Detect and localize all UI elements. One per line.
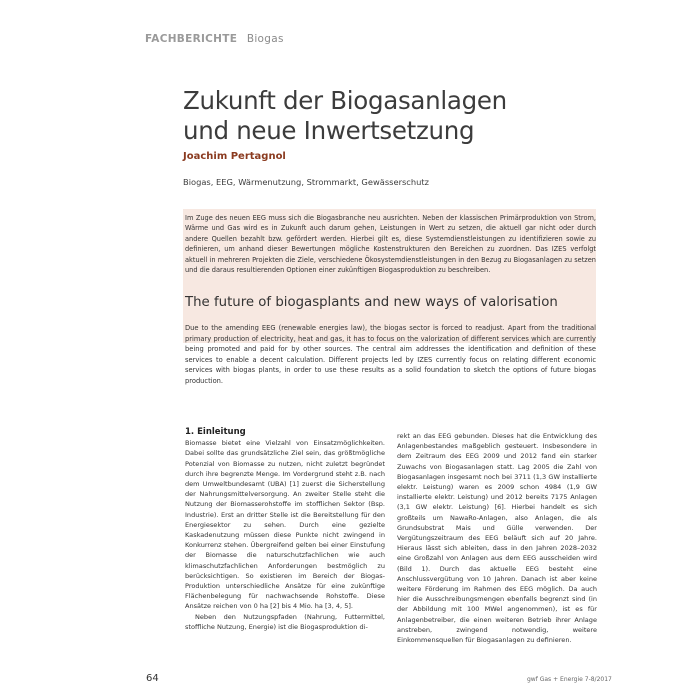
abstract-german: Im Zuge des neuen EEG muss sich die Biogasbranche neu ausrichten. Neben der klassischen Primärproduktion von Strom, Wärme und Gas wird es in Zukunft auch darum gehen, Leistungen in Wert zu setzen, die aktuell gar nicht oder durch andere Quellen bezahlt bzw. gefördert werden. Hierbei gilt es, diese Systemdienstleistungen zu identifizieren sowie zu definieren, um anhand dieser Bewertungen mögliche Kostenstrukturen den Bereichen zu zuordnen. Das IZES verfolgt aktuell in mehreren Projekten die Ziele, verschiedene Ökosystemdienstleistungen in den Bezug zu Biogasanlagen zu setzen und die daraus resultierenden Optionen einer zukünftigen Biogasproduktion zu beschreiben. xyxy=(185,214,596,275)
keywords: Biogas, EEG, Wärmenutzung, Strommarkt, Gewässerschutz xyxy=(183,177,429,187)
body-paragraph: rekt an das EEG gebunden. Dieses hat die Entwicklung des Anlagenbestandes maßgeblich gesteuert. Insbesondere in dem Zeitraum des EEG 2009 und 2012 fand ein starker Zuwachs von Biogasanlagen statt. Lag 2005 die Zahl von Biogasanlagen insgesamt noch bei 3711 (1,3 GW installierte elektr. Leistung) waren es 2009 schon 4984 (1,9 GW installierte elektr. Leistung) und 2012 bereits 7175 Anlagen (3,1 GW elektr. Leistung) [6]. Hierbei handelt es sich großteils um NawaRo-Anlagen, also Anlagen, die als Grundsubstrat Mais und Gülle verwenden. Der Vergütungszeitraum des EEG beläuft sich auf 20 Jahre. Hieraus lässt sich ableiten, dass in den Jahren 2028–2032 eine Großzahl von Anlagen aus dem EEG ausscheiden wird (Bild 1). Durch das aktuelle EEG besteht eine Anschlussvergütung von 10 Jahren. Danach ist aber keine weitere Förderung im Rahmen des EEG möglich. Da auch hier die Ausschreibungsmengen ebenfalls begrenzt sind (in der Abbildung mit 100 MWel angenommen), ist es für Anlagenbetreiber, die einen weiteren Betrieb ihrer Anlage anstreben, zwingend notwendig, weitere Einkommensquellen für Biogasanlagen zu definieren. xyxy=(397,432,597,645)
body-paragraph: Biomasse bietet eine Vielzahl von Einsatzmöglichkeiten. Dabei sollte das grundsätzliche Ziel sein, das größtmögliche Potenzial von Biomasse zu nutzen, nicht zuletzt begründet durch ihre begrenzte Menge. Im Vordergrund steht z.B. nach dem Umweltbundesamt (UBA) [1] zuerst die Sicherstellung der Nahrungsmittelversorgung. An zweiter Stelle steht die Nutzung der Biomasserohstoffe im stofflichen Sektor (Bsp. Industrie). Erst an dritter Stelle ist die Bereitstellung für den Energiesektor zu sehen. Durch eine gezielte Kaskadenutzung müssen diese Punkte nicht zwingend in Konkurrenz stehen. Übergreifend gelten bei einer Einstufung der Biomasse die naturschutzfachlichen wie auch klimaschutzfachlichen Anforderungen bestmöglich zu berücksichtigen. So existieren im Bereich der Biogas-Produktion unterschiedliche Ansätze für eine zukünftige Flächenbelegung für nachwachsende Rohstoffe. Diese Ansätze reichen von 0 ha [2] bis 4 Mio. ha [3, 4, 5]. xyxy=(185,439,385,611)
title-line-2: und neue Inwertsetzung xyxy=(183,116,475,145)
publication-info: gwf Gas + Energie 7-8/2017 xyxy=(527,676,612,683)
title-line-1: Zukunft der Biogasanlagen xyxy=(183,86,507,115)
subsection-label: Biogas xyxy=(246,33,284,45)
body-paragraph: Neben den Nutzungspfaden (Nahrung, Futtermittel, stoffliche Nutzung, Energie) ist die Biogasproduktion di- xyxy=(185,612,385,631)
body-column-right xyxy=(397,431,597,645)
english-title: The future of biogasplants and new ways of valorisation xyxy=(185,295,558,310)
page-number: 64 xyxy=(146,673,159,684)
author-name: Joachim Pertagnol xyxy=(183,151,286,162)
running-header xyxy=(145,33,284,45)
section-heading: 1. Einleitung xyxy=(185,427,246,437)
body-column-left xyxy=(185,427,385,632)
section-label: FACHBERICHTE xyxy=(145,33,238,45)
article-title xyxy=(183,86,543,146)
abstract-english: Due to the amending EEG (renewable energies law), the biogas sector is forced to readjust. Apart from the traditional primary production of electricity, heat and gas, it has to focus on the valorization of different services which are currently being promoted and paid for by other sources. The central aim addresses the identification and definition of these services to enable a decent calculation. Different projects led by IZES currently focus on relating different economic services with biogas plants, in order to use these results as a solid foundation to sketch the options of future biogas production. xyxy=(185,324,596,385)
